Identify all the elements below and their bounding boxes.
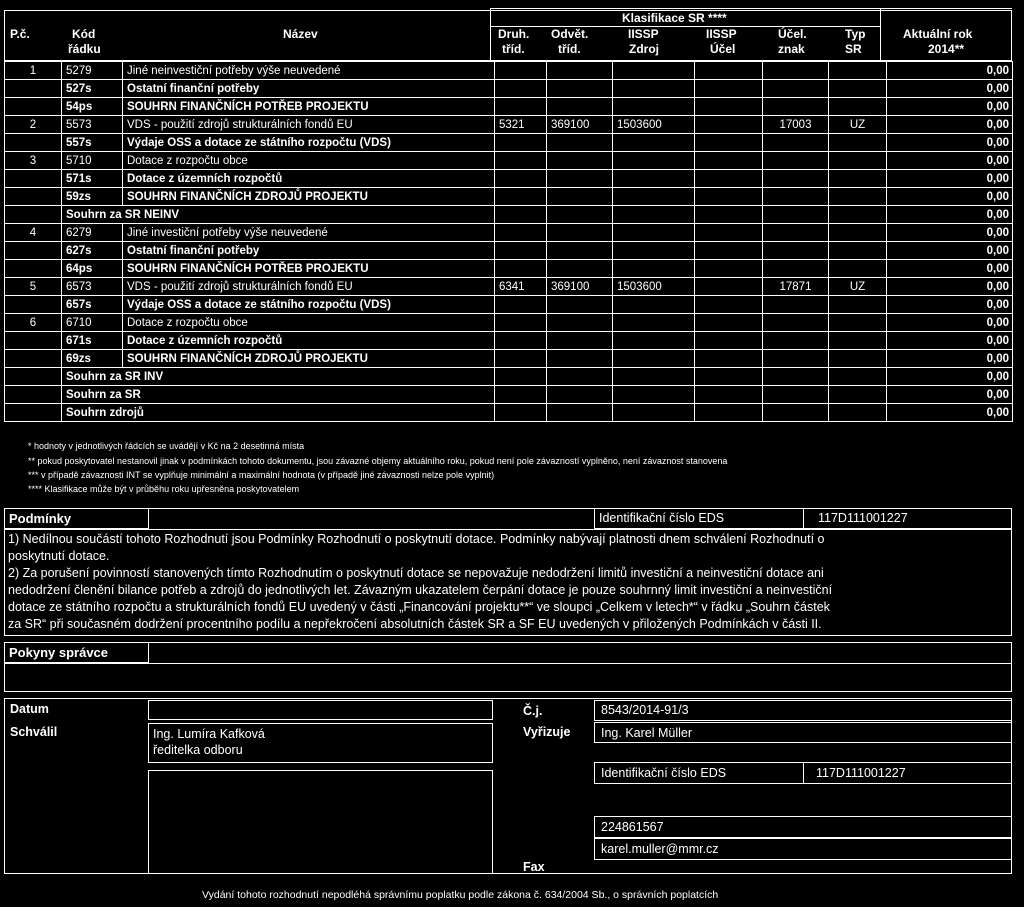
row-nazev: Dotace z územních rozpočtů [123,170,495,188]
row-druh [495,188,547,206]
row-nazev: Ostatní finanční potřeby [123,242,495,260]
row-nazev: Souhrn za SR NEINV [62,206,495,224]
row-odvet [547,296,613,314]
stamp-area [148,770,493,874]
footer-eds-value: 117D111001227 [816,766,906,780]
row-zdroj [613,188,695,206]
row-druh [495,242,547,260]
row-typ [829,260,887,278]
row-pc: 6 [5,314,62,332]
col-pc: P.č. [10,27,30,41]
schvalil-role: ředitelka odboru [153,743,243,757]
row-odvet: 369100 [547,116,613,134]
datum-label: Datum [10,702,49,716]
row-pc [5,368,62,386]
row-ucel [695,332,763,350]
row-pc [5,188,62,206]
phone-value: 224861567 [601,820,664,834]
row-zdroj: 1503600 [613,116,695,134]
row-kod: 5279 [62,62,123,80]
row-typ [829,98,887,116]
col-ucel-znak: Účel. [778,27,807,41]
row-typ [829,152,887,170]
row-pc [5,296,62,314]
row-nazev: Výdaje OSS a dotace ze státního rozpočtu (VDS) [123,134,495,152]
row-nazev: SOUHRN FINANČNÍCH POTŘEB PROJEKTU [123,98,495,116]
cj-label: Č.j. [523,704,543,718]
row-kod: 54ps [62,98,123,116]
podminky-eds-label: Identifikační číslo EDS [599,511,725,525]
col-iissp-ucel-sub: Účel [710,42,736,56]
table-row [5,206,1013,224]
row-nazev: Ostatní finanční potřeby [123,80,495,98]
row-nazev: Výdaje OSS a dotace ze státního rozpočtu (VDS) [123,296,495,314]
row-value: 0,00 [887,350,1013,368]
row-kod: 557s [62,134,123,152]
row-znak [763,296,829,314]
row-ucel [695,386,763,404]
note-1: * hodnoty v jednotlivých řádcích se uvádějí v Kč na 2 desetinná místa [28,441,305,451]
col-typ-sub: SR [845,42,862,56]
row-value: 0,00 [887,80,1013,98]
table-row [5,170,1013,188]
row-zdroj [613,62,695,80]
row-druh [495,260,547,278]
col-ucel-znak-sub: znak [778,42,805,56]
row-zdroj [613,98,695,116]
row-typ [829,206,887,224]
row-zdroj [613,332,695,350]
table-row [5,314,1013,332]
row-typ [829,170,887,188]
vyrizuje-value: Ing. Karel Müller [601,726,693,740]
row-odvet [547,62,613,80]
table-row [5,278,1013,296]
row-typ [829,242,887,260]
row-ucel [695,188,763,206]
table-row [5,134,1013,152]
table-row [5,296,1013,314]
row-typ: UZ [829,116,887,134]
klasifikace-title: Klasifikace SR **** [622,11,727,25]
row-odvet [547,80,613,98]
row-zdroj [613,134,695,152]
row-ucel [695,224,763,242]
row-kod: 64ps [62,260,123,278]
row-zdroj [613,386,695,404]
row-pc [5,350,62,368]
row-zdroj [613,404,695,422]
row-zdroj [613,296,695,314]
row-odvet [547,260,613,278]
row-zdroj: 1503600 [613,278,695,296]
col-druh-sub: tříd. [502,42,525,56]
row-kod: 571s [62,170,123,188]
row-kod: 6573 [62,278,123,296]
row-nazev: Dotace z rozpočtu obce [123,152,495,170]
row-odvet [547,134,613,152]
row-nazev: Dotace z rozpočtu obce [123,314,495,332]
row-kod: 6710 [62,314,123,332]
row-typ [829,134,887,152]
pokyny-label: Pokyny správce [9,645,109,660]
row-pc [5,170,62,188]
row-odvet [547,368,613,386]
table-row [5,404,1013,422]
col-nazev: Název [283,27,318,41]
row-typ [829,188,887,206]
row-nazev: SOUHRN FINANČNÍCH ZDROJŮ PROJEKTU [123,188,495,206]
row-value: 0,00 [887,242,1013,260]
row-odvet [547,170,613,188]
row-druh [495,332,547,350]
podminky-label: Podmínky [9,511,72,526]
row-znak [763,134,829,152]
row-ucel [695,206,763,224]
row-znak: 17003 [763,116,829,134]
col-kod: Kód [72,27,96,41]
row-odvet [547,98,613,116]
col-druh: Druh. [498,27,530,41]
row-druh [495,134,547,152]
row-odvet [547,188,613,206]
row-kod: 6279 [62,224,123,242]
row-value: 0,00 [887,188,1013,206]
row-zdroj [613,152,695,170]
row-typ: UZ [829,278,887,296]
email-value: karel.muller@mmr.cz [601,842,719,856]
row-typ [829,80,887,98]
row-znak: 17871 [763,278,829,296]
col-odvet-sub: tříd. [558,42,581,56]
row-pc [5,134,62,152]
row-kod: 657s [62,296,123,314]
row-ucel [695,242,763,260]
row-typ [829,296,887,314]
row-value: 0,00 [887,404,1013,422]
row-ucel [695,134,763,152]
row-znak [763,206,829,224]
vyrizuje-label: Vyřizuje [523,725,571,739]
header-top-line [490,8,1012,9]
row-nazev: Dotace z územních rozpočtů [123,332,495,350]
row-ucel [695,98,763,116]
table-row [5,98,1013,116]
table-row [5,332,1013,350]
row-ucel [695,314,763,332]
row-nazev: SOUHRN FINANČNÍCH POTŘEB PROJEKTU [123,260,495,278]
note-3: *** v případě závaznosti INT se vyplňuje minimální a maximální hodnota (v případě jiné závaznosti nelze pole vyplnit) [28,470,495,480]
row-zdroj [613,170,695,188]
row-kod: 5710 [62,152,123,170]
table-row [5,260,1013,278]
row-zdroj [613,242,695,260]
row-nazev: VDS - použití zdrojů strukturálních fondů EU [123,116,495,134]
row-znak [763,188,829,206]
note-2: ** pokud poskytovatel nestanovil jinak v podmínkách tohoto dokumentu, jsou závazné objemy aktuálního roku, pokud není pole závazností vyplněno, není závaznost stanovena [28,456,728,466]
row-kod: 627s [62,242,123,260]
row-znak [763,368,829,386]
table-row [5,350,1013,368]
col-rok: Aktuální rok [903,27,973,41]
col-iissp-zdroj: IISSP [628,27,659,41]
row-kod: 59zs [62,188,123,206]
row-odvet: 369100 [547,278,613,296]
row-typ [829,368,887,386]
row-znak [763,152,829,170]
row-znak [763,224,829,242]
row-druh [495,98,547,116]
row-ucel [695,116,763,134]
row-value: 0,00 [887,278,1013,296]
col-kod-sub: řádku [68,42,101,56]
row-odvet [547,386,613,404]
row-druh: 6341 [495,278,547,296]
row-zdroj [613,368,695,386]
row-ucel [695,368,763,386]
footer-eds-label: Identifikační číslo EDS [601,766,727,780]
table-row [5,152,1013,170]
row-odvet [547,332,613,350]
row-nazev: Souhrn za SR INV [62,368,495,386]
row-druh: 5321 [495,116,547,134]
row-znak [763,260,829,278]
row-druh [495,296,547,314]
podminky-eds-value: 117D111001227 [818,511,908,525]
row-druh [495,350,547,368]
col-iissp-zdroj-sub: Zdroj [629,42,659,56]
row-ucel [695,80,763,98]
row-pc [5,260,62,278]
row-odvet [547,350,613,368]
table-row [5,188,1013,206]
row-odvet [547,242,613,260]
row-pc: 5 [5,278,62,296]
row-ucel [695,170,763,188]
row-znak [763,62,829,80]
col-iissp-ucel: IISSP [706,27,737,41]
row-value: 0,00 [887,62,1013,80]
podminky-paragraph-1: 1) Nedílnou součástí tohoto Rozhodnutí jsou Podmínky Rozhodnutí o poskytnutí dotace. Podmínky nabývají platnosti dnem schválení Rozhodnutí o poskytnutí dotace. [8,532,825,563]
row-pc: 1 [5,62,62,80]
row-zdroj [613,314,695,332]
row-znak [763,98,829,116]
row-znak [763,386,829,404]
row-druh [495,170,547,188]
schvalil-label: Schválil [10,725,58,739]
row-pc [5,80,62,98]
row-kod: 69zs [62,350,123,368]
row-odvet [547,224,613,242]
row-druh [495,206,547,224]
row-value: 0,00 [887,332,1013,350]
row-ucel [695,62,763,80]
row-kod: 527s [62,80,123,98]
row-znak [763,350,829,368]
klasifikace-divider [490,26,880,27]
row-nazev: Jiné neinvestiční potřeby výše neuvedené [123,62,495,80]
row-zdroj [613,206,695,224]
row-druh [495,80,547,98]
row-ucel [695,296,763,314]
row-value: 0,00 [887,296,1013,314]
row-value: 0,00 [887,116,1013,134]
row-pc [5,242,62,260]
row-kod: 5573 [62,116,123,134]
row-value: 0,00 [887,170,1013,188]
row-pc: 4 [5,224,62,242]
financing-table [4,61,1013,422]
row-typ [829,404,887,422]
schvalil-name: Ing. Lumíra Kafková [153,727,265,741]
row-value: 0,00 [887,134,1013,152]
row-nazev: SOUHRN FINANČNÍCH ZDROJŮ PROJEKTU [123,350,495,368]
table-row [5,62,1013,80]
table-row [5,116,1013,134]
row-znak [763,170,829,188]
row-value: 0,00 [887,98,1013,116]
row-value: 0,00 [887,386,1013,404]
row-zdroj [613,224,695,242]
col-rok-sub: 2014** [928,42,965,56]
row-odvet [547,314,613,332]
row-value: 0,00 [887,368,1013,386]
row-pc: 3 [5,152,62,170]
row-kod: 671s [62,332,123,350]
row-druh [495,368,547,386]
row-typ [829,224,887,242]
row-ucel [695,404,763,422]
fee-note: Vydání tohoto rozhodnutí nepodléhá správnímu poplatku podle zákona č. 634/2004 Sb., o správních poplatcích [202,889,719,901]
row-zdroj [613,260,695,278]
pokyny-section [4,642,1012,692]
table-row [5,80,1013,98]
row-odvet [547,206,613,224]
table-row [5,224,1013,242]
row-odvet [547,404,613,422]
row-pc [5,206,62,224]
podminky-paragraph-2: 2) Za porušení povinností stanovených tímto Rozhodnutím o poskytnutí dotace se nepovažuje nedodržení limitů investiční a neinvestiční dotace ani nedodržení členění bilance potřeb a zdrojů do jednotlivých let. Závazným ukazatelem čerpání dotace je pouze souhrnný limit investiční a neinvestiční dotace ze státního rozpočtu a strukturálních fondů EU uvedený v části „Financování projektu**“ ve sloupci „Celkem v letech*“ v řádku „Souhrn částek za SR“ při současném dodržení procentního podílu a nepřekročení absolutních částek SR a SF EU uvedených v přiložených Podmínkách v části II. [8,566,833,631]
row-nazev: Souhrn zdrojů [62,404,495,422]
row-value: 0,00 [887,224,1013,242]
row-druh [495,152,547,170]
row-ucel [695,278,763,296]
row-typ [829,332,887,350]
table-row [5,386,1013,404]
row-nazev: VDS - použití zdrojů strukturálních fondů EU [123,278,495,296]
row-pc [5,404,62,422]
row-znak [763,242,829,260]
row-typ [829,314,887,332]
row-znak [763,314,829,332]
row-value: 0,00 [887,152,1013,170]
row-znak [763,404,829,422]
row-pc [5,332,62,350]
note-4: **** Klasifikace může být v průběhu roku upřesněna poskytovatelem [28,484,300,494]
row-odvet [547,152,613,170]
row-pc [5,386,62,404]
col-typ: Typ [845,27,866,41]
row-value: 0,00 [887,314,1013,332]
row-ucel [695,152,763,170]
row-ucel [695,260,763,278]
row-pc [5,98,62,116]
row-zdroj [613,350,695,368]
table-row [5,242,1013,260]
row-value: 0,00 [887,206,1013,224]
datum-value-box [148,700,493,720]
row-druh [495,224,547,242]
row-druh [495,62,547,80]
col-odvet: Odvět. [551,27,589,41]
row-nazev: Jiné investiční potřeby výše neuvedené [123,224,495,242]
row-druh [495,404,547,422]
cj-value: 8543/2014-91/3 [601,703,689,717]
fax-label: Fax [523,860,545,874]
row-znak [763,80,829,98]
row-nazev: Souhrn za SR [62,386,495,404]
row-value: 0,00 [887,260,1013,278]
row-zdroj [613,80,695,98]
row-typ [829,350,887,368]
row-znak [763,332,829,350]
row-typ [829,386,887,404]
row-pc: 2 [5,116,62,134]
row-typ [829,62,887,80]
table-row [5,368,1013,386]
row-druh [495,314,547,332]
row-ucel [695,350,763,368]
row-druh [495,386,547,404]
